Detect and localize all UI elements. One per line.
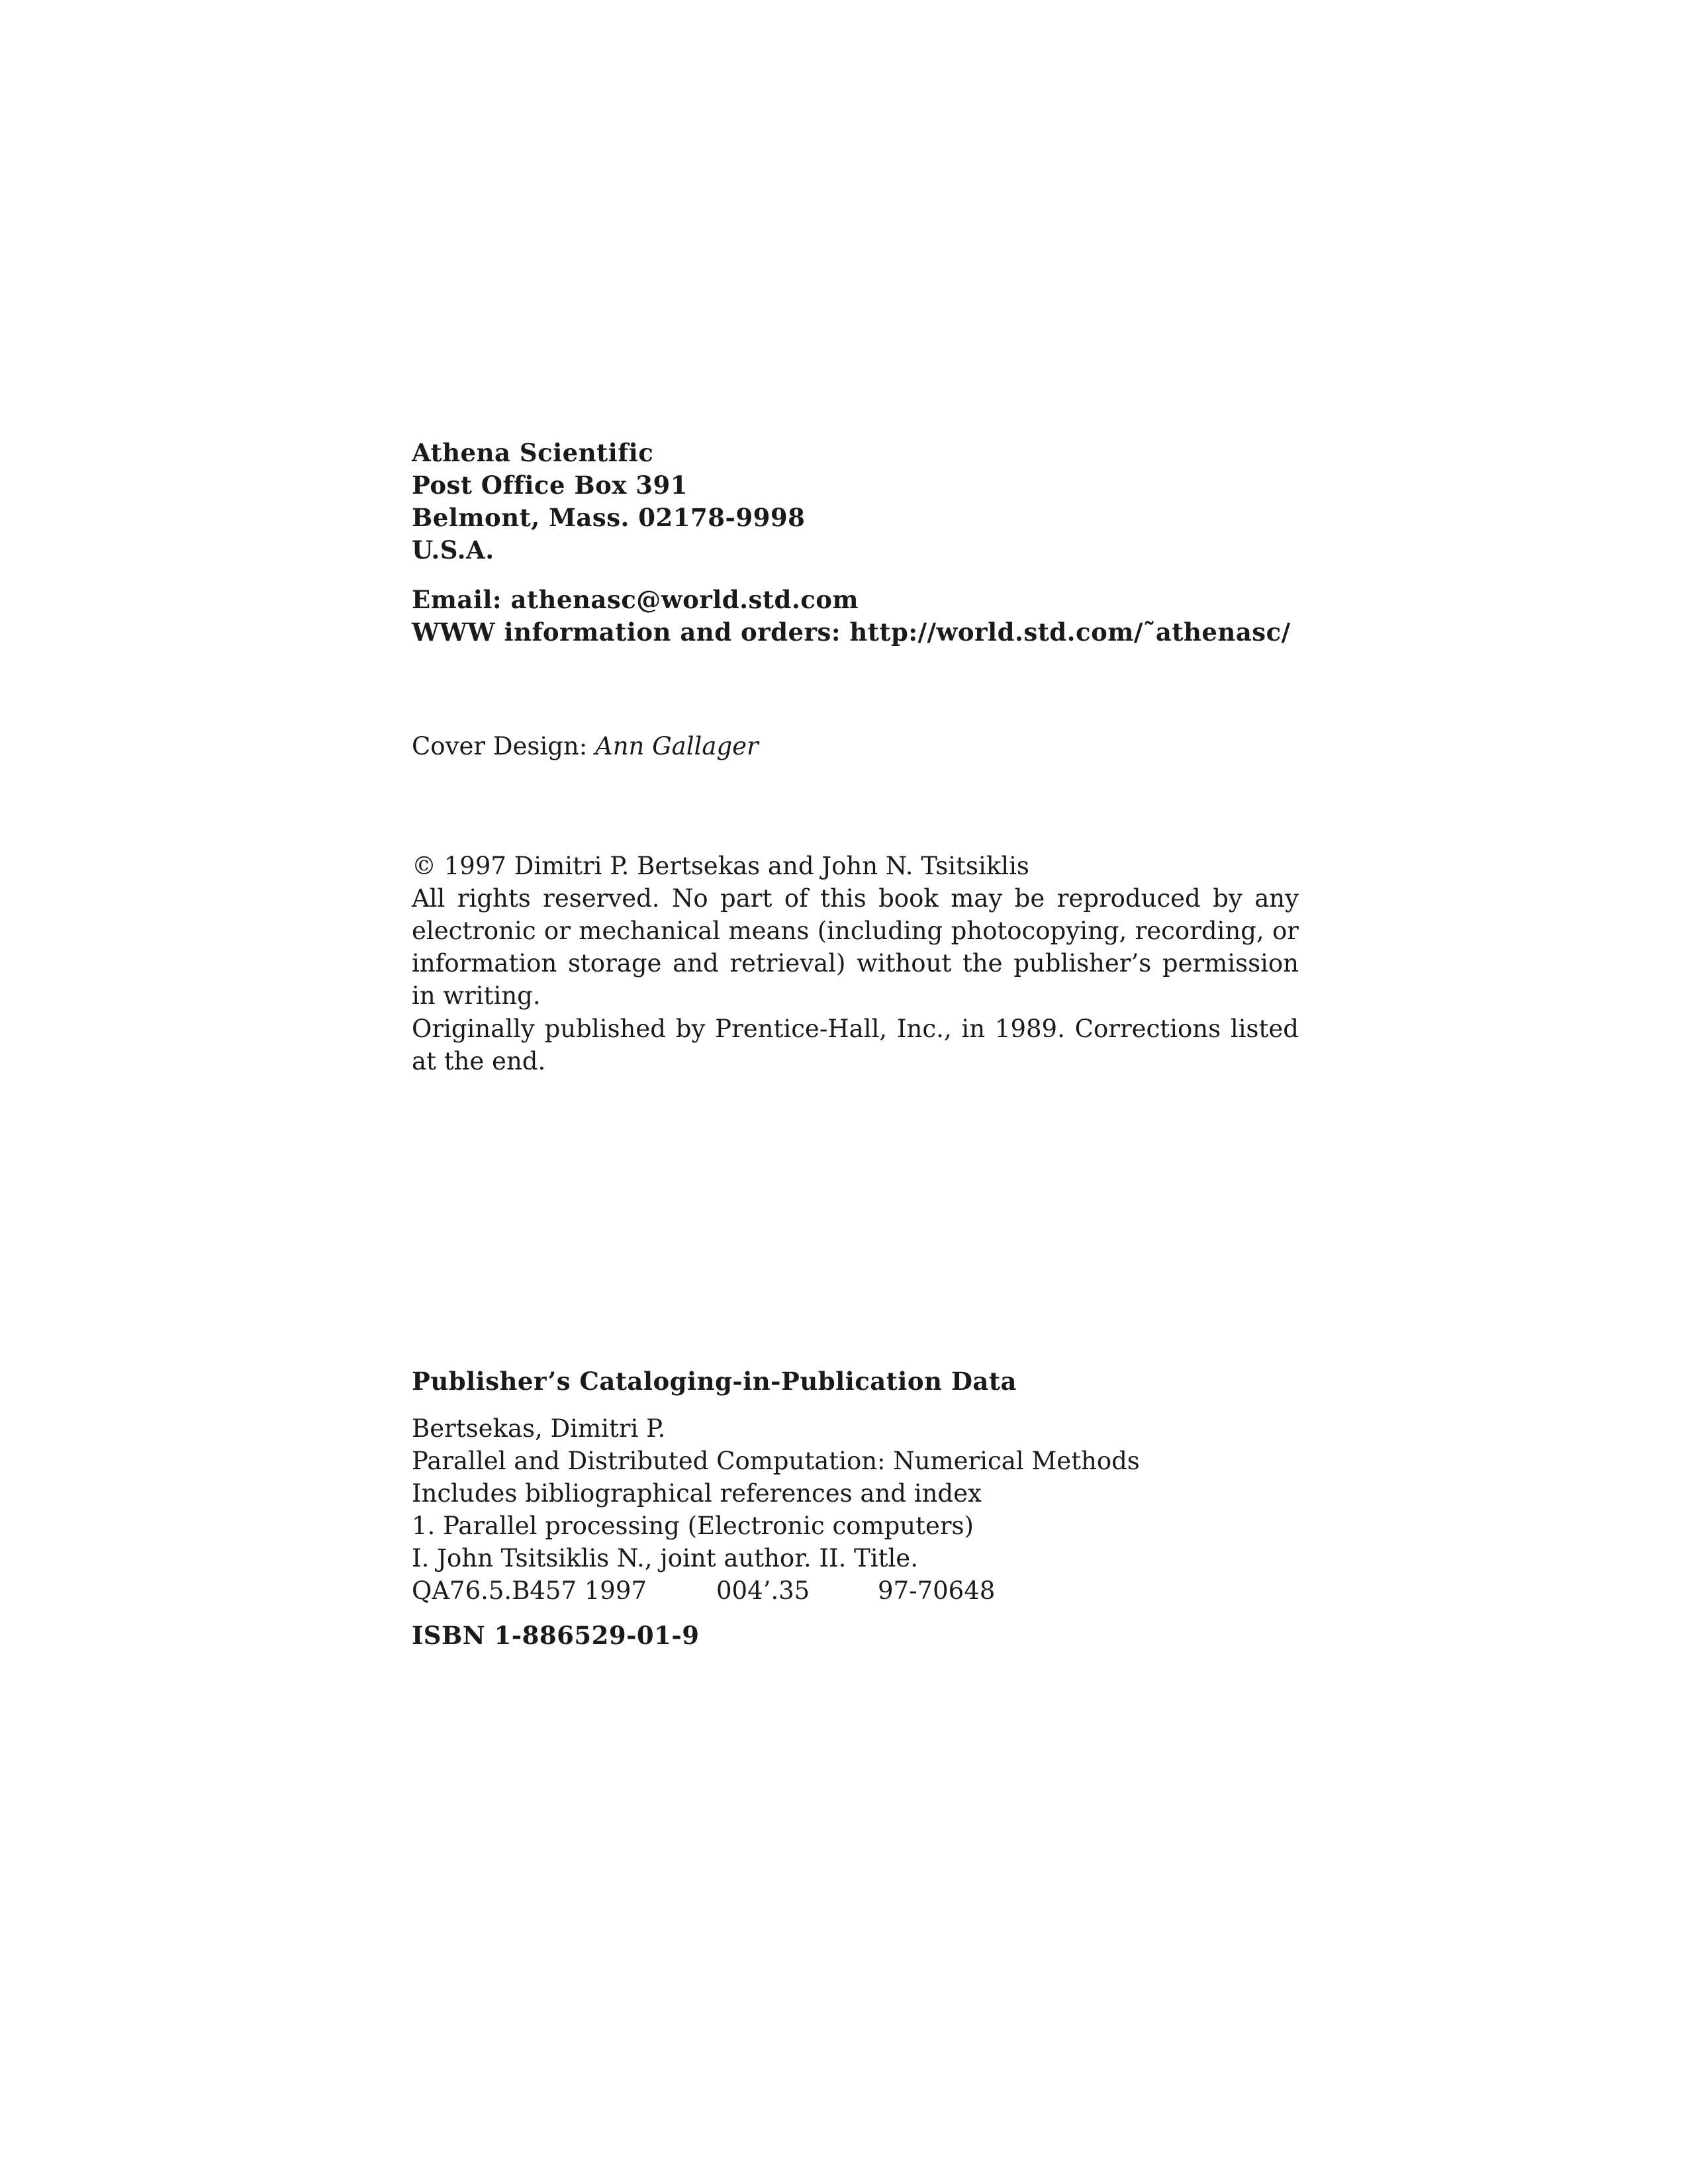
cataloging-line: Bertsekas, Dimitri P. [412,1414,666,1443]
publisher-country: U.S.A. [412,535,494,565]
call-number-row [412,1574,1299,1607]
classification-number: 004’.35 [716,1576,810,1605]
cataloging-line: Parallel and Distributed Computation: Numerical Methods [412,1447,1140,1475]
isbn: ISBN 1-886529-01-9 [412,1621,700,1650]
cataloging-line: I. John Tsitsiklis N., joint author. II. Title. [412,1544,918,1572]
copyright-notice [412,850,1299,1012]
rights-statement: All rights reserved. No part of this book may be reproduced by any electronic or mechanical means (including photocopying, recording, or information storage and retrieval) without the publisher’s permission in writing. [412,884,1299,1010]
lccn-number: 97-70648 [878,1576,996,1605]
publisher-name: Athena Scientific [412,438,654,467]
cataloging-data [412,1412,1299,1607]
cataloging-line: 1. Parallel processing (Electronic computers) [412,1512,974,1540]
cover-design-label: Cover Design: [412,732,595,760]
cover-design-credit [412,730,1299,762]
publisher-contact [412,584,1299,649]
cataloging-line: Includes bibliographical references and index [412,1479,982,1508]
www-line: WWW information and orders: http://world.std.com/˜athenasc/ [412,617,1291,647]
publisher-address [412,437,1299,567]
call-number: QA76.5.B457 1997 [412,1576,647,1605]
copyright-line: © 1997 Dimitri P. Bertsekas and John N. Tsitsiklis [412,852,1029,880]
publisher-po-box: Post Office Box 391 [412,471,688,500]
email-line: Email: athenasc@world.std.com [412,585,859,614]
original-publication-note: Originally published by Prentice-Hall, Inc., in 1989. Corrections listed at the end. [412,1015,1299,1075]
cover-designer-name: Ann Gallager [594,732,759,760]
cataloging-heading: Publisher’s Cataloging-in-Publication Data [412,1367,1017,1396]
publisher-city: Belmont, Mass. 02178-9998 [412,503,806,532]
